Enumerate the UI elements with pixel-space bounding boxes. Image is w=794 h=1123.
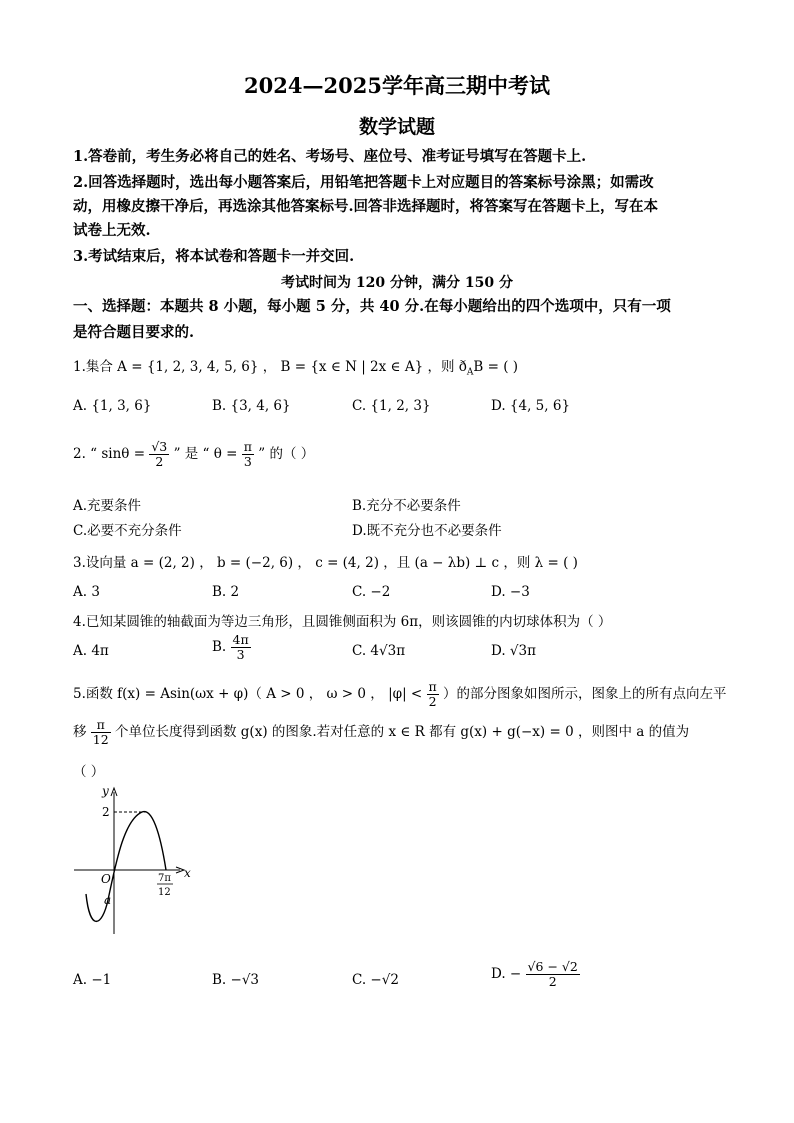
graph-zero-den: 12 (158, 887, 171, 898)
q1-option-c: C. {1, 2, 3} (352, 398, 431, 414)
question-1-text: 1.集合 A = {1, 2, 3, 4, 5, 6} ， B = {x ∈ N | 2x ∈ A} ，则 ð (73, 359, 467, 375)
note-2-line-3: 试卷上无效. (73, 222, 151, 239)
q5-l1-den: 2 (428, 694, 437, 709)
graph-sine-curve (86, 812, 166, 922)
q2-frac1-den: 2 (155, 454, 164, 469)
q2-frac2-den: 3 (243, 454, 252, 469)
section-heading-line-1: 一、选择题：本题共 8 小题，每小题 5 分，共 40 分.在每小题给出的四个选项中，只有一项 (73, 298, 671, 315)
q4-b-num: 4π (232, 632, 249, 647)
exam-title: 2024—2025学年高三期中考试 (244, 73, 550, 98)
sine-graph (72, 782, 202, 942)
exam-time: 考试时间为 120 分钟，满分 150 分 (281, 275, 513, 291)
q5-l2-pre: 移 (73, 724, 87, 740)
q2-frac1-num: √3 (151, 439, 168, 454)
q5-d-num: √6 − √2 (527, 959, 578, 974)
q2-option-c: C.必要不充分条件 (73, 523, 182, 539)
q5-option-a: A. −1 (73, 972, 112, 988)
q5-option-d-fraction (526, 960, 580, 989)
q2-fraction-2 (242, 440, 254, 469)
exam-subtitle: 数学试题 (358, 116, 435, 138)
q5-option-b: B. −√3 (212, 972, 260, 988)
q3-option-a: A. 3 (73, 584, 100, 600)
graph-x-label: x (184, 866, 191, 880)
q2-frac2-num: π (243, 439, 252, 454)
q5-option-d-label: D. − (491, 966, 522, 982)
q4-option-b-label: B. (212, 639, 227, 655)
q4-b-den: 3 (236, 647, 245, 662)
q2-mid: ” 是 “ θ = (173, 446, 238, 462)
q2-option-a: A.充要条件 (73, 498, 142, 514)
q4-option-b-fraction (231, 633, 251, 662)
question-4-stem: 4.已知某圆锥的轴截面为等边三角形，且圆锥侧面积为 6π，则该圆锥的内切球体积为（ ） (73, 614, 612, 630)
section-heading-line-2: 是符合题目要求的. (73, 324, 195, 341)
q5-l1-pre: 5.函数 f(x) = Asin(ωx + φ)（ A > 0 ， ω > 0 ， |φ| < (73, 686, 423, 702)
q5-l1-post: ）的部分图象如图所示，图象上的所有点向左平 (443, 686, 727, 702)
note-3: 3.考试结束后，将本试卷和答题卡一并交回. (73, 248, 355, 265)
q2-fraction-1 (149, 440, 169, 469)
question-1-stem (73, 355, 518, 378)
q4-option-d: D. √3π (491, 643, 536, 659)
q3-option-c: C. −2 (352, 584, 391, 600)
note-2-line-1: 2.回答选择题时，选出每小题答案后，用铅笔把答题卡上对应题目的答案标号涂黑；如需改 (73, 174, 654, 191)
q4-option-a: A. 4π (73, 643, 109, 659)
q5-l2-den: 12 (92, 732, 109, 747)
question-1-tail: B = ( ) (473, 359, 519, 375)
question-5-line-3: （ ） (73, 764, 105, 780)
question-5-line-1 (73, 680, 727, 709)
q2-option-d: D.既不充分也不必要条件 (352, 523, 502, 539)
q1-option-a: A. {1, 3, 6} (73, 398, 152, 414)
q3-option-d: D. −3 (491, 584, 530, 600)
q5-l2-num: π (91, 718, 111, 733)
q3-option-b: B. 2 (212, 584, 240, 600)
q2-option-b: B.充分不必要条件 (352, 498, 461, 514)
q5-option-c: C. −√2 (352, 972, 399, 988)
q1-option-d: D. {4, 5, 6} (491, 398, 571, 414)
q1-option-b: B. {3, 4, 6} (212, 398, 291, 414)
q5-l1-fraction (427, 680, 439, 709)
q2-tail: ” 的（ ） (258, 446, 315, 462)
question-3-stem: 3.设向量 a = (2, 2) ， b = (−2, 6) ， c = (4, 2) ，且 (a − λb) ⊥ c ，则 λ = ( ) (73, 555, 578, 571)
graph-origin-label: O (101, 872, 111, 886)
q5-l2-fraction (91, 718, 111, 747)
note-2-line-2: 动，用橡皮擦干净后，再选涂其他答案标号.回答非选择题时，将答案写在答题卡上，写在本 (73, 198, 659, 215)
q5-l2-post: 个单位长度得到函数 g(x) 的图象.若对任意的 x ∈ R 都有 g(x) + g(−x) = 0 ，则图中 a 的值为 (115, 724, 690, 740)
q5-option-d (491, 960, 580, 989)
note-1: 1.答卷前，考生务必将自己的姓名、考场号、座位号、准考证号填写在答题卡上. (73, 148, 587, 165)
q5-d-den: 2 (548, 974, 557, 989)
question-2-stem (73, 440, 314, 469)
graph-zero-num: 7π (158, 873, 171, 884)
graph-a-label: a (104, 893, 112, 907)
question-5-line-2 (73, 718, 689, 747)
q2-pre: 2. “ sinθ = (73, 446, 146, 462)
q4-option-c: C. 4√3π (352, 643, 406, 659)
graph-y-label: y (102, 784, 109, 798)
q5-l1-num: π (428, 679, 437, 694)
q4-option-b (212, 633, 251, 662)
graph-max-label: 2 (102, 805, 110, 819)
question-1-subscript: A (466, 367, 474, 378)
